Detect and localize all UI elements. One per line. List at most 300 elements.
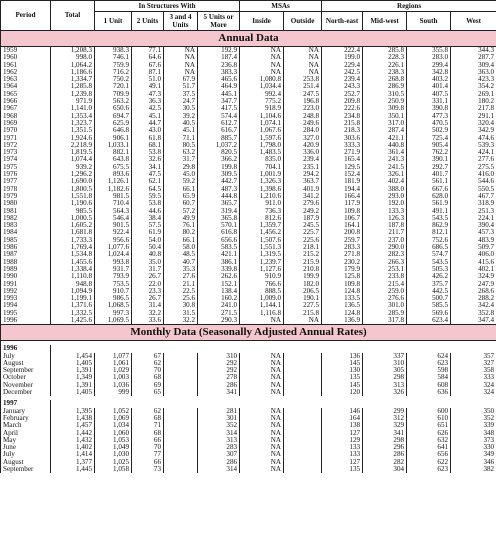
table-cell: 1,034 xyxy=(95,422,132,429)
table-cell: 445.1 xyxy=(198,91,240,98)
table-cell: 509.7 xyxy=(451,244,496,251)
table-cell: 62.1 xyxy=(132,178,164,185)
table-cell: 218.1 xyxy=(284,244,322,251)
table-cell: 981.5 xyxy=(95,193,132,200)
year-row xyxy=(1,345,496,352)
table-cell: 382 xyxy=(451,466,496,473)
annual-row xyxy=(1,105,496,112)
table-cell: 269.1 xyxy=(451,91,496,98)
table-cell: 215.4 xyxy=(363,281,407,288)
table-cell: 470.5 xyxy=(407,120,451,127)
total-header: Total xyxy=(51,1,95,31)
period-cell: 1960 xyxy=(1,54,51,61)
table-cell: 1,605.2 xyxy=(51,222,95,229)
table-cell: NA xyxy=(240,69,284,76)
table-cell: 1,296.2 xyxy=(51,171,95,178)
table-cell: 736.3 xyxy=(240,208,284,215)
table-cell: 282 xyxy=(363,459,407,466)
table-cell: 35.3 xyxy=(164,266,198,273)
table-cell: 288.2 xyxy=(451,295,496,302)
table-cell: 477.3 xyxy=(407,113,451,120)
table-cell: 317.8 xyxy=(363,317,407,325)
period-cell: 1974 xyxy=(1,156,51,163)
table-cell: 358 xyxy=(451,367,496,374)
period-cell: 1981 xyxy=(1,208,51,215)
table-cell: 47.5 xyxy=(132,171,164,178)
table-cell: 133.5 xyxy=(322,295,363,302)
table-cell: 401.4 xyxy=(407,83,451,90)
table-cell: 180.2 xyxy=(451,98,496,105)
table-cell: 1,597.6 xyxy=(240,135,284,142)
table-cell: 403.2 xyxy=(407,76,451,83)
table-cell: 164 xyxy=(322,415,363,422)
annual-row xyxy=(1,273,496,280)
table-cell: 585.5 xyxy=(407,302,451,309)
table-cell: 1,414 xyxy=(51,451,95,458)
table-cell: 564.3 xyxy=(95,208,132,215)
annual-row xyxy=(1,200,496,207)
table-cell: 298 xyxy=(363,374,407,381)
table-cell: 1,030 xyxy=(95,451,132,458)
table-cell: 746.1 xyxy=(95,54,132,61)
table-cell: 241.0 xyxy=(198,302,240,309)
year-label: 1997 xyxy=(1,400,51,407)
period-cell: 1965 xyxy=(1,91,51,98)
table-cell: 467.7 xyxy=(451,193,496,200)
table-cell: 583.5 xyxy=(198,244,240,251)
table-cell: 44.6 xyxy=(132,208,164,215)
table-cell: 1,349 xyxy=(51,374,95,381)
table-cell: 363.7 xyxy=(284,178,322,185)
table-cell: 47.3 xyxy=(132,91,164,98)
table-cell: 905.4 xyxy=(407,142,451,149)
table-cell: 938.3 xyxy=(95,47,132,55)
table-cell: 407.5 xyxy=(407,91,451,98)
period-cell: 1977 xyxy=(1,178,51,185)
table-cell: 911.0 xyxy=(240,200,284,207)
blank-cell xyxy=(164,360,198,367)
table-cell: 888.5 xyxy=(240,288,284,295)
table-cell: 309.8 xyxy=(363,105,407,112)
table-cell: 309.4 xyxy=(451,62,496,69)
table-cell: 1,432 xyxy=(51,437,95,444)
table-cell: 199.8 xyxy=(198,164,240,171)
table-cell: 1,681.8 xyxy=(51,229,95,236)
blank-cell xyxy=(284,415,322,422)
table-cell: 1,053 xyxy=(95,437,132,444)
table-cell: 598 xyxy=(407,367,451,374)
table-cell: 152.4 xyxy=(322,171,363,178)
table-cell: 365.7 xyxy=(198,200,240,207)
period-cell: 1967 xyxy=(1,105,51,112)
table-cell: NA xyxy=(240,430,284,437)
monthly-row xyxy=(1,451,496,458)
annual-row xyxy=(1,208,496,215)
table-cell: 1,068.5 xyxy=(95,302,132,309)
table-cell: 1,534.8 xyxy=(51,251,95,258)
table-cell: 1,126.1 xyxy=(95,178,132,185)
table-cell: 66.1 xyxy=(164,186,198,193)
table-cell: 667.6 xyxy=(407,186,451,193)
table-cell: 68.1 xyxy=(132,142,164,149)
table-cell: 1,285.8 xyxy=(51,83,95,90)
blank-cell xyxy=(51,400,496,407)
table-cell: 224.1 xyxy=(451,215,496,222)
table-cell: 350.1 xyxy=(363,113,407,120)
table-cell: 339.8 xyxy=(198,266,240,273)
table-cell: NA xyxy=(240,444,284,451)
blank-cell xyxy=(284,389,322,396)
table-cell: 390.1 xyxy=(407,156,451,163)
table-cell: 570.1 xyxy=(198,222,240,229)
table-cell: 241.5 xyxy=(363,164,407,171)
table-cell: 291.1 xyxy=(451,113,496,120)
table-cell: 1,395 xyxy=(51,408,95,415)
table-cell: 1,186.6 xyxy=(51,69,95,76)
table-cell: 1,104.6 xyxy=(240,113,284,120)
table-cell: 152.1 xyxy=(198,281,240,288)
table-cell: 70 xyxy=(132,367,164,374)
annual-row xyxy=(1,47,496,55)
table-cell: 1,208.3 xyxy=(51,47,95,55)
period-cell: 1986 xyxy=(1,244,51,251)
table-cell: 39.2 xyxy=(164,113,198,120)
table-cell: 643.8 xyxy=(95,156,132,163)
table-cell: 600 xyxy=(407,408,451,415)
table-cell: 344.3 xyxy=(451,47,496,55)
table-cell: 1,077 xyxy=(95,353,132,360)
month-cell: June xyxy=(1,444,51,451)
blank-cell xyxy=(284,459,322,466)
period-cell: 1982 xyxy=(1,215,51,222)
table-cell: 1,144.1 xyxy=(240,302,284,309)
table-cell: 1,551.8 xyxy=(51,193,95,200)
table-cell: 324 xyxy=(451,382,496,389)
table-cell: 49.9 xyxy=(164,215,198,222)
table-cell: 243.3 xyxy=(322,83,363,90)
table-cell: 237.0 xyxy=(363,237,407,244)
table-cell: 1,456.2 xyxy=(240,229,284,236)
table-cell: 820.5 xyxy=(198,149,240,156)
table-cell: 303.6 xyxy=(322,135,363,142)
table-cell: 62 xyxy=(132,408,164,415)
table-cell: 1,141.0 xyxy=(51,105,95,112)
table-cell: 349 xyxy=(451,451,496,458)
table-cell: 421.1 xyxy=(198,251,240,258)
table-cell: 986.5 xyxy=(95,295,132,302)
blank-cell xyxy=(164,466,198,473)
blank-cell xyxy=(164,382,198,389)
table-cell: 292 xyxy=(198,360,240,367)
table-cell: 305 xyxy=(363,367,407,374)
table-cell: 1,116.8 xyxy=(240,310,284,317)
monthly-row xyxy=(1,374,496,381)
blank-cell xyxy=(284,408,322,415)
table-cell: 992.4 xyxy=(240,91,284,98)
table-cell: 337 xyxy=(363,353,407,360)
annual-row xyxy=(1,215,496,222)
table-cell: 44.7 xyxy=(132,120,164,127)
table-cell: 641 xyxy=(407,444,451,451)
table-cell: 48.5 xyxy=(164,251,198,258)
table-cell: 181.9 xyxy=(322,178,363,185)
table-cell: 29.8 xyxy=(164,164,198,171)
period-cell: 1971 xyxy=(1,135,51,142)
table-cell: 1,359.7 xyxy=(240,222,284,229)
table-cell: 1,319.5 xyxy=(240,251,284,258)
table-cell: 253.8 xyxy=(284,76,322,83)
table-cell: 32.2 xyxy=(164,317,198,325)
period-cell: 1959 xyxy=(1,47,51,55)
table-cell: 199.0 xyxy=(322,54,363,61)
table-cell: 1,094.9 xyxy=(51,288,95,295)
table-cell: 285.8 xyxy=(363,47,407,55)
table-cell: 1,029 xyxy=(95,367,132,374)
blank-cell xyxy=(164,389,198,396)
table-cell: 53.8 xyxy=(132,149,164,156)
blank-cell xyxy=(284,374,322,381)
table-cell: 190.1 xyxy=(284,295,322,302)
table-cell: 127 xyxy=(322,430,363,437)
table-cell: 70 xyxy=(132,444,164,451)
table-cell: 292.7 xyxy=(407,164,451,171)
table-cell: 616.7 xyxy=(198,127,240,134)
table-cell: 1,398.6 xyxy=(240,186,284,193)
annual-row xyxy=(1,244,496,251)
table-cell: 109.8 xyxy=(322,281,363,288)
annual-row xyxy=(1,317,496,325)
table-cell: 62 xyxy=(132,360,164,367)
table-cell: 226.1 xyxy=(363,62,407,69)
table-cell: 165.4 xyxy=(322,156,363,163)
period-cell: 1993 xyxy=(1,295,51,302)
table-cell: 326 xyxy=(363,389,407,396)
table-cell: 73 xyxy=(132,466,164,473)
annual-row xyxy=(1,288,496,295)
table-cell: 1,009.0 xyxy=(240,295,284,302)
table-cell: 50.4 xyxy=(132,244,164,251)
table-cell: 40.5 xyxy=(164,120,198,127)
table-cell: 835.0 xyxy=(240,156,284,163)
table-cell: 26.7 xyxy=(132,273,164,280)
table-cell: 623 xyxy=(407,466,451,473)
annual-row xyxy=(1,149,496,156)
table-cell: 543.5 xyxy=(407,259,451,266)
south-header: South xyxy=(407,12,451,31)
table-cell: 543.5 xyxy=(407,215,451,222)
table-cell: 1,239.7 xyxy=(240,259,284,266)
period-cell: 1962 xyxy=(1,69,51,76)
midwest-header: Mid-west xyxy=(363,12,407,31)
table-cell: 179.9 xyxy=(322,266,363,273)
table-cell: 138.4 xyxy=(198,288,240,295)
period-cell: 1995 xyxy=(1,310,51,317)
table-cell: 383.3 xyxy=(198,69,240,76)
table-cell: 1,551.3 xyxy=(240,244,284,251)
table-cell: 66 xyxy=(132,437,164,444)
table-cell: 313 xyxy=(198,437,240,444)
table-cell: 31.7 xyxy=(132,266,164,273)
annual-row xyxy=(1,302,496,309)
table-cell: NA xyxy=(240,389,284,396)
table-cell: 628.0 xyxy=(407,193,451,200)
table-cell: 268.6 xyxy=(451,288,496,295)
table-cell: 25.6 xyxy=(164,295,198,302)
table-cell: 1,074.4 xyxy=(51,156,95,163)
table-cell: 1,800.5 xyxy=(51,186,95,193)
table-cell: 342.9 xyxy=(451,127,496,134)
table-cell: 1,924.6 xyxy=(51,135,95,142)
period-cell: 1996 xyxy=(1,317,51,325)
year-row xyxy=(1,400,496,407)
annual-row xyxy=(1,259,496,266)
table-cell: 281 xyxy=(198,408,240,415)
table-cell: 66 xyxy=(132,459,164,466)
monthly-row xyxy=(1,437,496,444)
table-cell: 753.5 xyxy=(95,281,132,288)
table-cell: 160.2 xyxy=(198,295,240,302)
table-cell: 130 xyxy=(322,367,363,374)
table-cell: 199.9 xyxy=(284,273,322,280)
table-cell: 366.2 xyxy=(198,156,240,163)
table-cell: 608 xyxy=(407,382,451,389)
table-cell: 339 xyxy=(451,422,496,429)
period-cell: 1990 xyxy=(1,273,51,280)
table-cell: 124.8 xyxy=(322,310,363,317)
monthly-banner-row xyxy=(1,325,496,341)
table-cell: 704.1 xyxy=(240,164,284,171)
annual-row xyxy=(1,120,496,127)
table-cell: 999 xyxy=(95,389,132,396)
table-cell: 259.7 xyxy=(322,237,363,244)
table-cell: 271.9 xyxy=(322,149,363,156)
table-cell: 1,067.6 xyxy=(240,127,284,134)
blank-cell xyxy=(284,360,322,367)
table-cell: 646.8 xyxy=(95,127,132,134)
table-cell: 245.5 xyxy=(284,222,322,229)
table-cell: 1,690.0 xyxy=(51,178,95,185)
table-cell: 759.9 xyxy=(95,62,132,69)
table-cell: 63.2 xyxy=(164,149,198,156)
table-cell: 109.8 xyxy=(322,208,363,215)
table-cell: 1,001.9 xyxy=(240,171,284,178)
table-cell: 421.1 xyxy=(363,135,407,142)
table-cell: 182.0 xyxy=(284,281,322,288)
table-cell: 1,069.5 xyxy=(95,317,132,325)
table-cell: 129 xyxy=(322,437,363,444)
table-cell: 327 xyxy=(451,360,496,367)
table-cell: 296 xyxy=(363,444,407,451)
table-cell: 388.0 xyxy=(363,186,407,193)
table-cell: 65.9 xyxy=(164,193,198,200)
table-cell: 187.9 xyxy=(284,215,322,222)
table-cell: 442.5 xyxy=(407,288,451,295)
table-cell: NA xyxy=(164,54,198,61)
table-cell: 266.3 xyxy=(363,259,407,266)
table-cell: 106.7 xyxy=(322,215,363,222)
table-cell: 487.3 xyxy=(198,186,240,193)
table-cell: 218.3 xyxy=(322,127,363,134)
table-cell: 563.2 xyxy=(95,98,132,105)
table-cell: 1,454 xyxy=(51,353,95,360)
table-cell: 129.5 xyxy=(322,164,363,171)
period-cell: 1991 xyxy=(1,281,51,288)
table-cell: 279.6 xyxy=(284,200,322,207)
table-cell: 262.6 xyxy=(198,273,240,280)
blank-cell xyxy=(284,451,322,458)
table-cell: 24.7 xyxy=(164,98,198,105)
table-cell: 30.5 xyxy=(164,105,198,112)
table-cell: 1,405 xyxy=(51,360,95,367)
table-cell: 49.1 xyxy=(132,83,164,90)
table-cell: 985.5 xyxy=(51,208,95,215)
annual-row xyxy=(1,135,496,142)
table-cell: 67.6 xyxy=(132,62,164,69)
table-cell: 424.1 xyxy=(451,149,496,156)
table-cell: 2,218.9 xyxy=(51,142,95,149)
table-cell: 227.5 xyxy=(284,302,322,309)
table-cell: NA xyxy=(240,54,284,61)
table-cell: 290.0 xyxy=(363,244,407,251)
annual-data-banner: Annual Data xyxy=(1,31,496,47)
table-cell: 313 xyxy=(363,382,407,389)
table-cell: 793.9 xyxy=(95,273,132,280)
table-cell: 120 xyxy=(322,389,363,396)
two-units-header: 2 Units xyxy=(132,12,164,31)
table-cell: 60.7 xyxy=(164,200,198,207)
table-cell: 1,077.6 xyxy=(95,244,132,251)
table-cell: 1,405 xyxy=(51,389,95,396)
table-cell: 239.4 xyxy=(322,76,363,83)
table-cell: 569.6 xyxy=(407,310,451,317)
table-cell: NA xyxy=(240,466,284,473)
table-cell: 320.4 xyxy=(451,120,496,127)
table-cell: 298 xyxy=(363,437,407,444)
msas-header: MSAs xyxy=(240,1,322,12)
table-cell: 574.7 xyxy=(407,251,451,258)
table-cell: 294.2 xyxy=(284,171,322,178)
table-cell: NA xyxy=(240,367,284,374)
table-cell: 330 xyxy=(451,444,496,451)
table-cell: 616.8 xyxy=(198,229,240,236)
table-cell: 1,455.6 xyxy=(51,259,95,266)
table-cell: 57.5 xyxy=(132,222,164,229)
table-cell: NA xyxy=(164,62,198,69)
table-header xyxy=(1,1,496,31)
table-cell: 133.3 xyxy=(363,208,407,215)
table-cell: 51.0 xyxy=(132,76,164,83)
period-cell: 1976 xyxy=(1,171,51,178)
monthly-row xyxy=(1,353,496,360)
table-cell: 416.0 xyxy=(451,171,496,178)
table-cell: 993.8 xyxy=(95,259,132,266)
table-cell: 948.8 xyxy=(51,281,95,288)
table-cell: 307 xyxy=(198,451,240,458)
period-cell: 1972 xyxy=(1,142,51,149)
annual-row xyxy=(1,127,496,134)
table-cell: NA xyxy=(284,317,322,325)
table-cell: 43.0 xyxy=(132,127,164,134)
table-cell: NA xyxy=(240,382,284,389)
table-cell: 80.2 xyxy=(164,229,198,236)
monthly-row xyxy=(1,360,496,367)
table-cell: 386.1 xyxy=(198,259,240,266)
table-cell: 1,402 xyxy=(51,444,95,451)
table-cell: 230.2 xyxy=(322,259,363,266)
table-cell: 36.3 xyxy=(132,98,164,105)
table-cell: 22.5 xyxy=(164,288,198,295)
table-cell: 426.2 xyxy=(407,273,451,280)
